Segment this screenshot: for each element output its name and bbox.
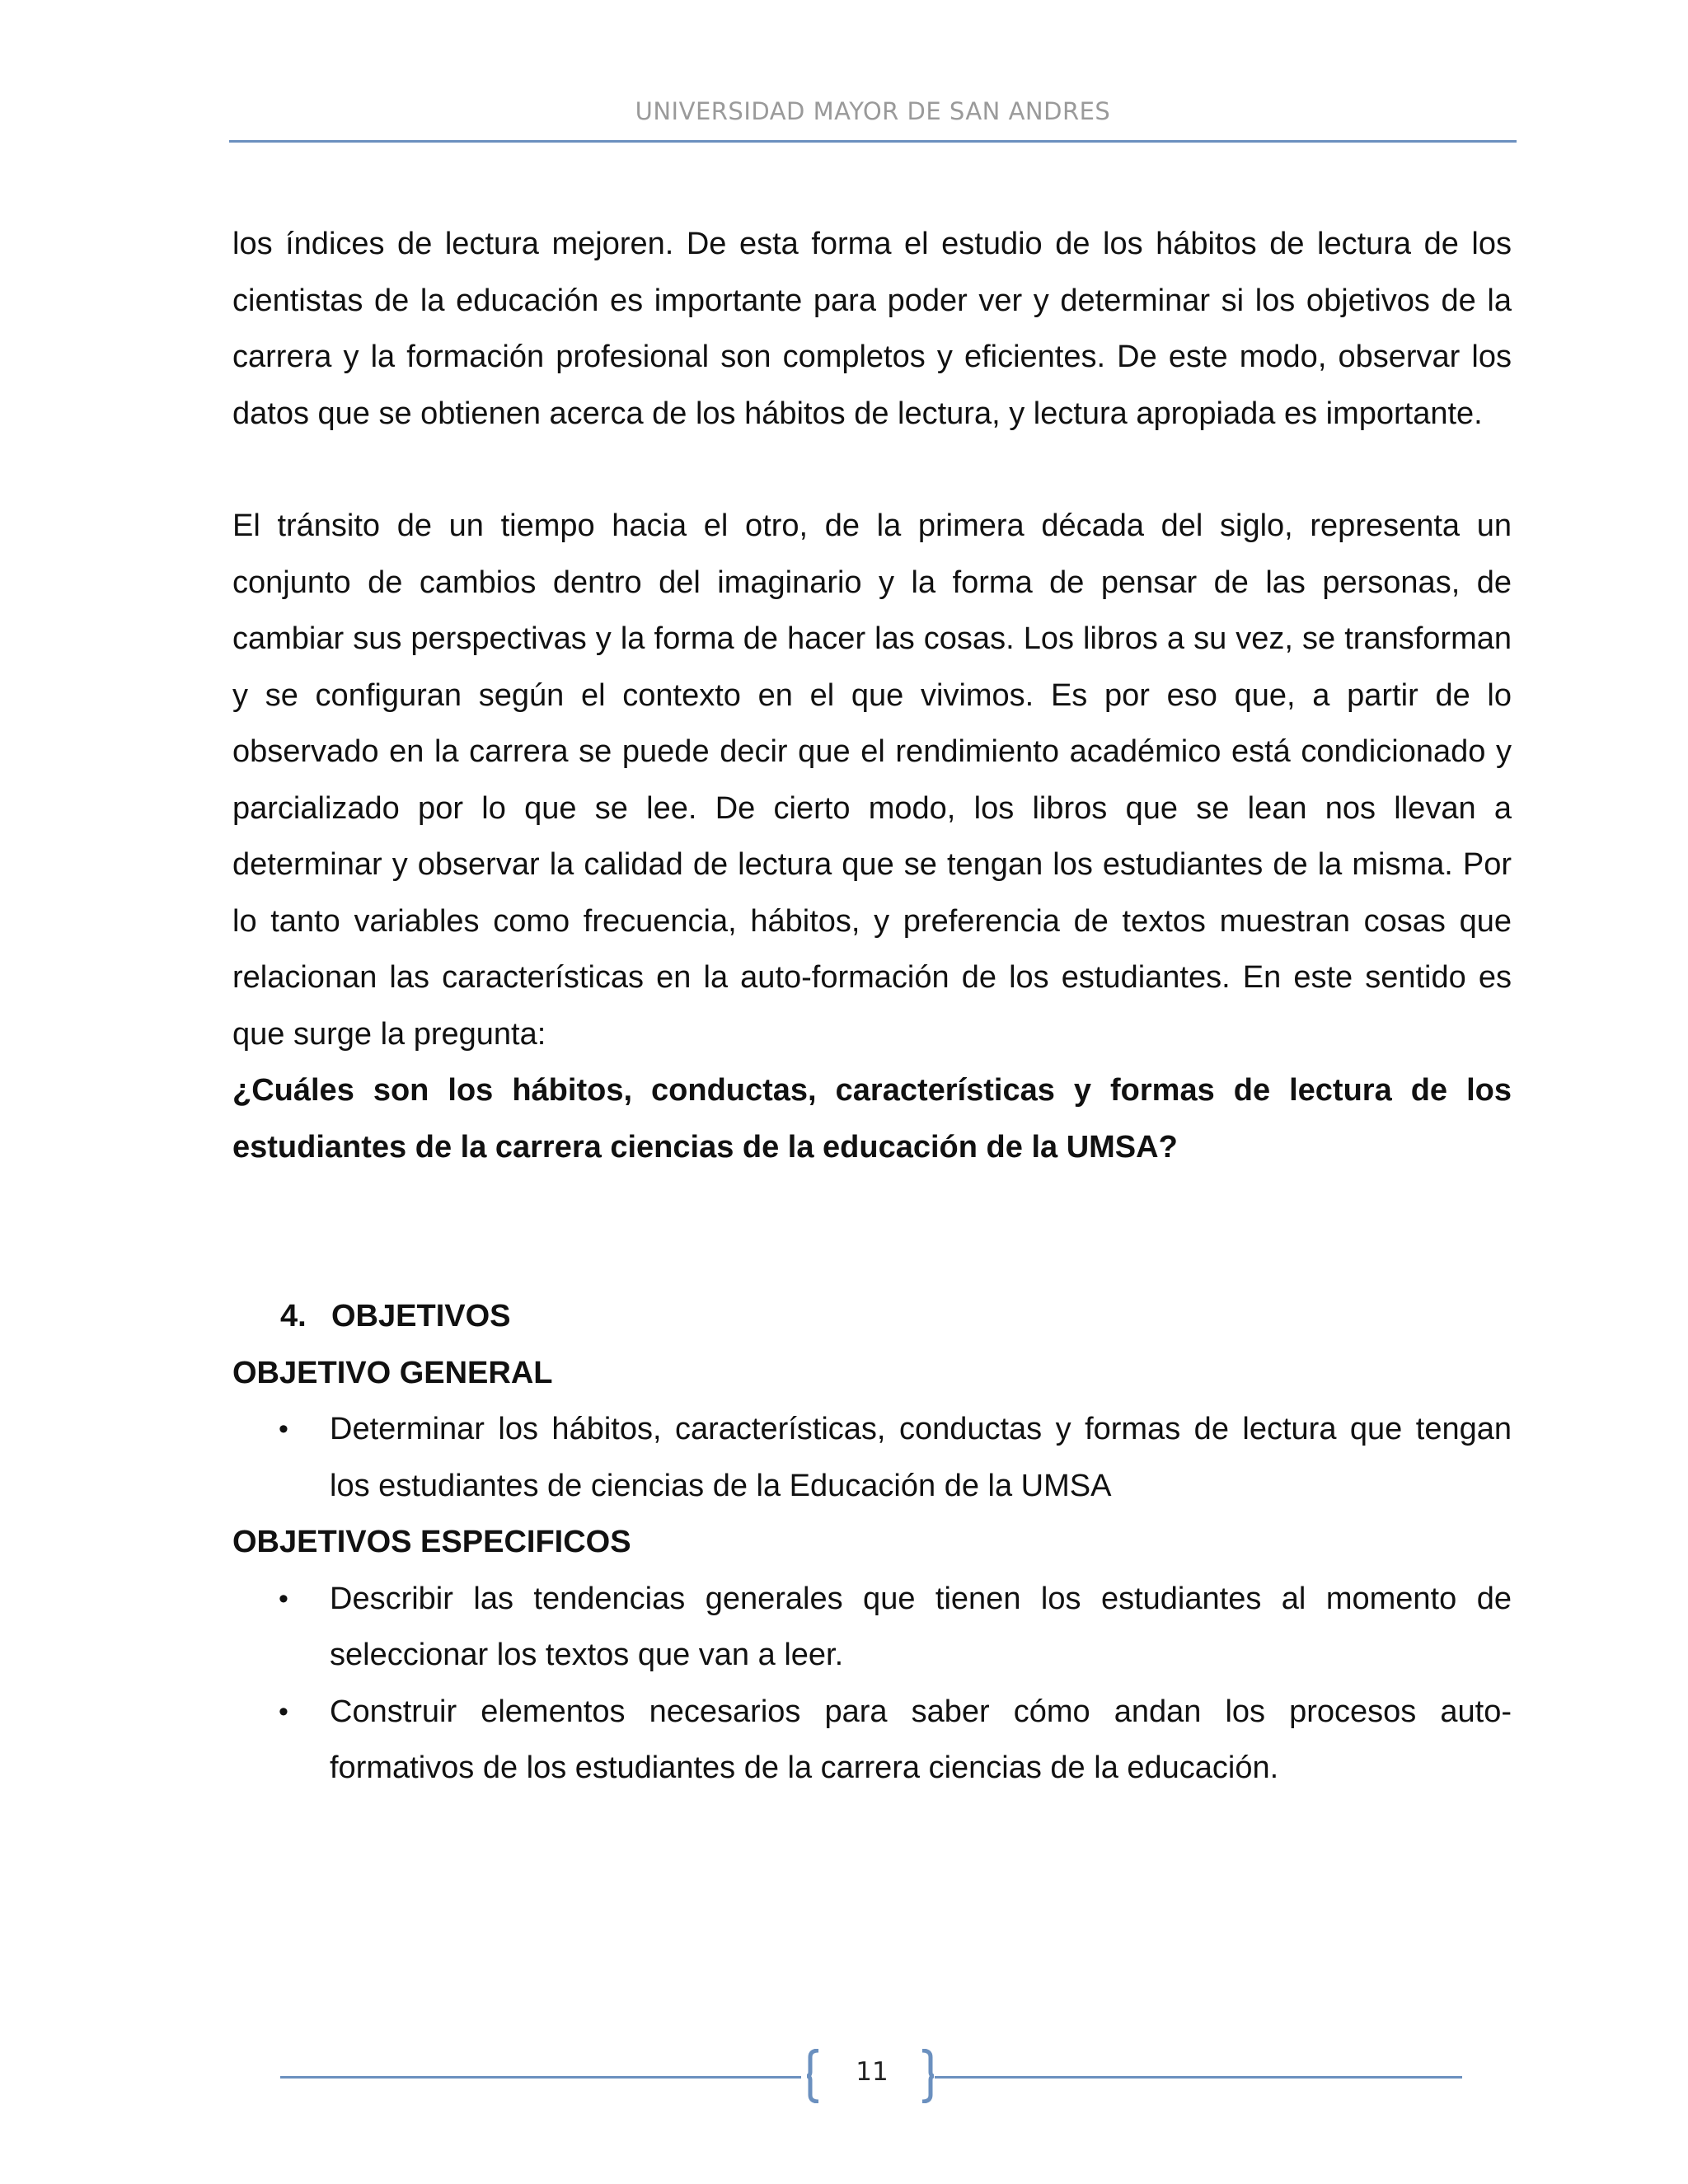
list-item	[232, 1684, 1512, 1797]
right-bracket-icon	[920, 2049, 935, 2103]
page-content	[232, 216, 1512, 1797]
list-item	[232, 1571, 1512, 1684]
bullet-icon: •	[279, 1413, 288, 1445]
section-heading-objetivos	[232, 1288, 1512, 1345]
section-number: 4.	[280, 1299, 307, 1333]
header-rule	[229, 140, 1517, 143]
bullet-icon: •	[279, 1582, 288, 1615]
page-number: 11	[856, 2057, 889, 2087]
paragraph-1: los índices de lectura mejoren. De esta forma el estudio de los hábitos de lectura de los cientistas de la educación es importante para poder ver y determinar si los objetivos de la carrera y la formación profesional son completos y eficientes. De este modo, observar los datos que se obtienen acerca de los hábitos de lectura, y lectura apropiada es importante.	[232, 227, 1512, 431]
specific-objectives-heading: OBJETIVOS ESPECIFICOS	[232, 1525, 631, 1559]
general-objective-heading: OBJETIVO GENERAL	[232, 1355, 553, 1390]
list-item-text: Construir elementos necesarios para saber cómo andan los procesos auto-formativos de los estudiantes de la carrera ciencias de la educación.	[330, 1694, 1512, 1785]
specific-objectives-list	[232, 1571, 1512, 1797]
footer-rule-left	[280, 2076, 801, 2079]
bullet-icon: •	[279, 1695, 288, 1727]
list-item-text: Determinar los hábitos, características, conductas y formas de lectura que tengan los estudiantes de ciencias de la Educación de la UMSA	[330, 1412, 1512, 1503]
paragraph-gap	[232, 442, 1512, 498]
left-bracket-icon	[806, 2049, 821, 2103]
list-item	[232, 1401, 1512, 1514]
research-question: ¿Cuáles son los hábitos, conductas, características y formas de lectura de los estudiantes de la carrera ciencias de la educación de la UMSA?	[232, 1073, 1512, 1165]
list-item-text: Describir las tendencias generales que tienen los estudiantes al momento de seleccionar los textos que van a leer.	[330, 1581, 1512, 1672]
running-header: UNIVERSIDAD MAYOR DE SAN ANDRES	[635, 97, 1111, 125]
paragraph-2: El tránsito de un tiempo hacia el otro, de la primera década del siglo, representa un conjunto de cambios dentro del imaginario y la forma de pensar de las personas, de cambiar sus perspectivas y la forma de hacer las cosas. Los libros a su vez, se transforman y se configuran según el contexto en el que vivimos. Es por eso que, a partir de lo observado en la carrera se puede decir que el rendimiento académico está condicionado y parcializado por lo que se lee. De cierto modo, los libros que se lean nos llevan a determinar y observar la calidad de lectura que se tengan los estudiantes de la misma. Por lo tanto variables como frecuencia, hábitos, y preferencia de textos muestran cosas que relacionan las características en la auto-formación de los estudiantes. En este sentido es que surge la pregunta:	[232, 509, 1512, 1052]
footer-rule-right	[935, 2076, 1462, 2079]
general-objective-list	[232, 1401, 1512, 1514]
section-title: OBJETIVOS	[331, 1299, 511, 1333]
